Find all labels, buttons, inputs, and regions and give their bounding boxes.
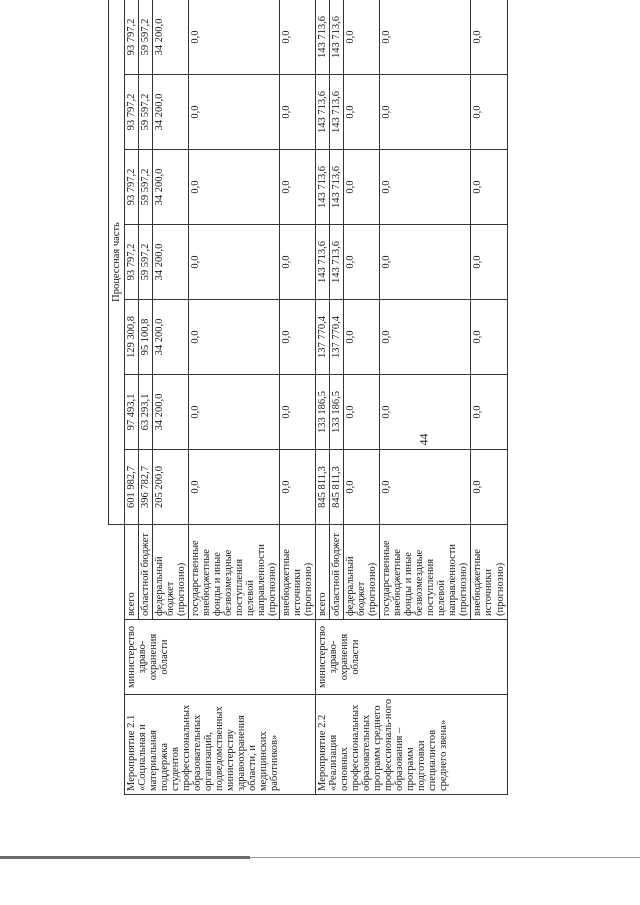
value-cell: 0,0	[189, 375, 280, 450]
value-cell: 133 186,5	[316, 375, 330, 450]
value-cell: 143 713,6	[330, 75, 344, 150]
value-cell: 59 597,2	[139, 0, 153, 75]
value-cell: 133 186,5	[330, 375, 344, 450]
value-cell: 0,0	[280, 0, 316, 75]
measure-cell: Мероприятие 2.1 «Социальная и материальная поддержка студентов профессиональных образовательных организаций, подведомственных министерству здравоохранения области, и медицинских работников»	[125, 695, 316, 795]
table-row	[316, 0, 330, 795]
executor-cell: министерство здраво-охранения области	[316, 620, 507, 695]
value-cell: 129 300,8	[125, 300, 139, 375]
value-cell: 0,0	[189, 150, 280, 225]
value-cell: 0,0	[280, 450, 316, 525]
value-cell: 0,0	[380, 450, 471, 525]
value-cell: 34 200,0	[153, 375, 189, 450]
value-cell: 0,0	[344, 450, 380, 525]
value-cell: 0,0	[380, 75, 471, 150]
value-cell: 0,0	[344, 225, 380, 300]
value-cell: 143 713,6	[330, 150, 344, 225]
source-cell: государственные внебюджетные фонды и иные безвозмездные поступления целевой направленности (прогнозно)	[380, 525, 471, 620]
value-cell: 0,0	[380, 150, 471, 225]
value-cell: 0,0	[189, 300, 280, 375]
source-cell: всего	[125, 525, 139, 620]
value-cell: 143 713,6	[316, 150, 330, 225]
value-cell: 63 293,1	[139, 375, 153, 450]
value-cell: 143 713,6	[330, 225, 344, 300]
value-cell: 0,0	[280, 75, 316, 150]
value-cell: 0,0	[280, 225, 316, 300]
value-cell: 0,0	[189, 0, 280, 75]
value-cell: 601 982,7	[125, 450, 139, 525]
value-cell: 0,0	[280, 300, 316, 375]
value-cell: 0,0	[471, 225, 507, 300]
value-cell: 0,0	[344, 75, 380, 150]
value-cell: 143 713,6	[316, 0, 330, 75]
value-cell: 845 811,3	[316, 450, 330, 525]
section-header: Процессная часть	[109, 0, 125, 525]
value-cell: 0,0	[280, 375, 316, 450]
page-number: 44	[416, 433, 431, 446]
executor-cell: министерство здраво-охранения области	[125, 620, 316, 695]
value-cell: 0,0	[471, 375, 507, 450]
value-cell: 137 770,4	[330, 300, 344, 375]
source-cell: федеральный бюджет (прогнозно)	[153, 525, 189, 620]
value-cell: 0,0	[380, 225, 471, 300]
value-cell: 0,0	[344, 375, 380, 450]
value-cell: 34 200,0	[153, 225, 189, 300]
value-cell: 93 797,2	[125, 150, 139, 225]
value-cell: 93 797,2	[125, 0, 139, 75]
value-cell: 0,0	[189, 450, 280, 525]
value-cell: 0,0	[471, 0, 507, 75]
value-cell: 59 597,2	[139, 225, 153, 300]
value-cell: 143 713,6	[330, 0, 344, 75]
value-cell: 0,0	[471, 300, 507, 375]
value-cell: 59 597,2	[139, 75, 153, 150]
source-cell: областной бюджет	[139, 525, 153, 620]
table-row	[125, 0, 139, 795]
value-cell: 0,0	[280, 150, 316, 225]
value-cell: 0,0	[344, 150, 380, 225]
measure-cell: Мероприятие 2.2 «Реализация основных профессиональных образовательных программ среднего профессиональ-ного образования – программ подготовки специалистов среднего звена»	[316, 695, 507, 795]
value-cell: 93 797,2	[125, 75, 139, 150]
value-cell: 143 713,6	[316, 75, 330, 150]
value-cell: 97 493,1	[125, 375, 139, 450]
value-cell: 34 200,0	[153, 150, 189, 225]
value-cell: 34 200,0	[153, 75, 189, 150]
value-cell: 396 782,7	[139, 450, 153, 525]
value-cell: 34 200,0	[153, 0, 189, 75]
value-cell: 0,0	[189, 225, 280, 300]
value-cell: 205 200,0	[153, 450, 189, 525]
value-cell: 0,0	[344, 300, 380, 375]
value-cell: 0,0	[344, 0, 380, 75]
value-cell: 137 770,4	[316, 300, 330, 375]
value-cell: 59 597,2	[139, 150, 153, 225]
value-cell: 93 797,2	[125, 225, 139, 300]
value-cell: 0,0	[189, 75, 280, 150]
rotated-table-sheet	[108, 0, 563, 795]
value-cell: 95 100,8	[139, 300, 153, 375]
source-cell: областной бюджет	[330, 525, 344, 620]
source-cell: внебюджетные источники (прогнозно)	[280, 525, 316, 620]
value-cell: 0,0	[471, 75, 507, 150]
finance-table	[108, 0, 508, 795]
value-cell: 0,0	[380, 0, 471, 75]
source-cell: внебюджетные источники (прогнозно)	[471, 525, 507, 620]
value-cell: 143 713,6	[316, 225, 330, 300]
scan-edge	[0, 856, 250, 859]
source-cell: государственные внебюджетные фонды и иные безвозмездные поступления целевой направленности (прогнозно)	[189, 525, 280, 620]
value-cell: 0,0	[380, 300, 471, 375]
section-header-row	[109, 0, 125, 795]
source-cell: федеральный бюджет (прогнозно)	[344, 525, 380, 620]
value-cell: 0,0	[380, 375, 471, 450]
value-cell: 34 200,0	[153, 300, 189, 375]
scan-edge-line	[250, 857, 640, 858]
value-cell: 0,0	[471, 150, 507, 225]
value-cell: 0,0	[471, 450, 507, 525]
value-cell: 845 811,3	[330, 450, 344, 525]
source-cell: всего	[316, 525, 330, 620]
